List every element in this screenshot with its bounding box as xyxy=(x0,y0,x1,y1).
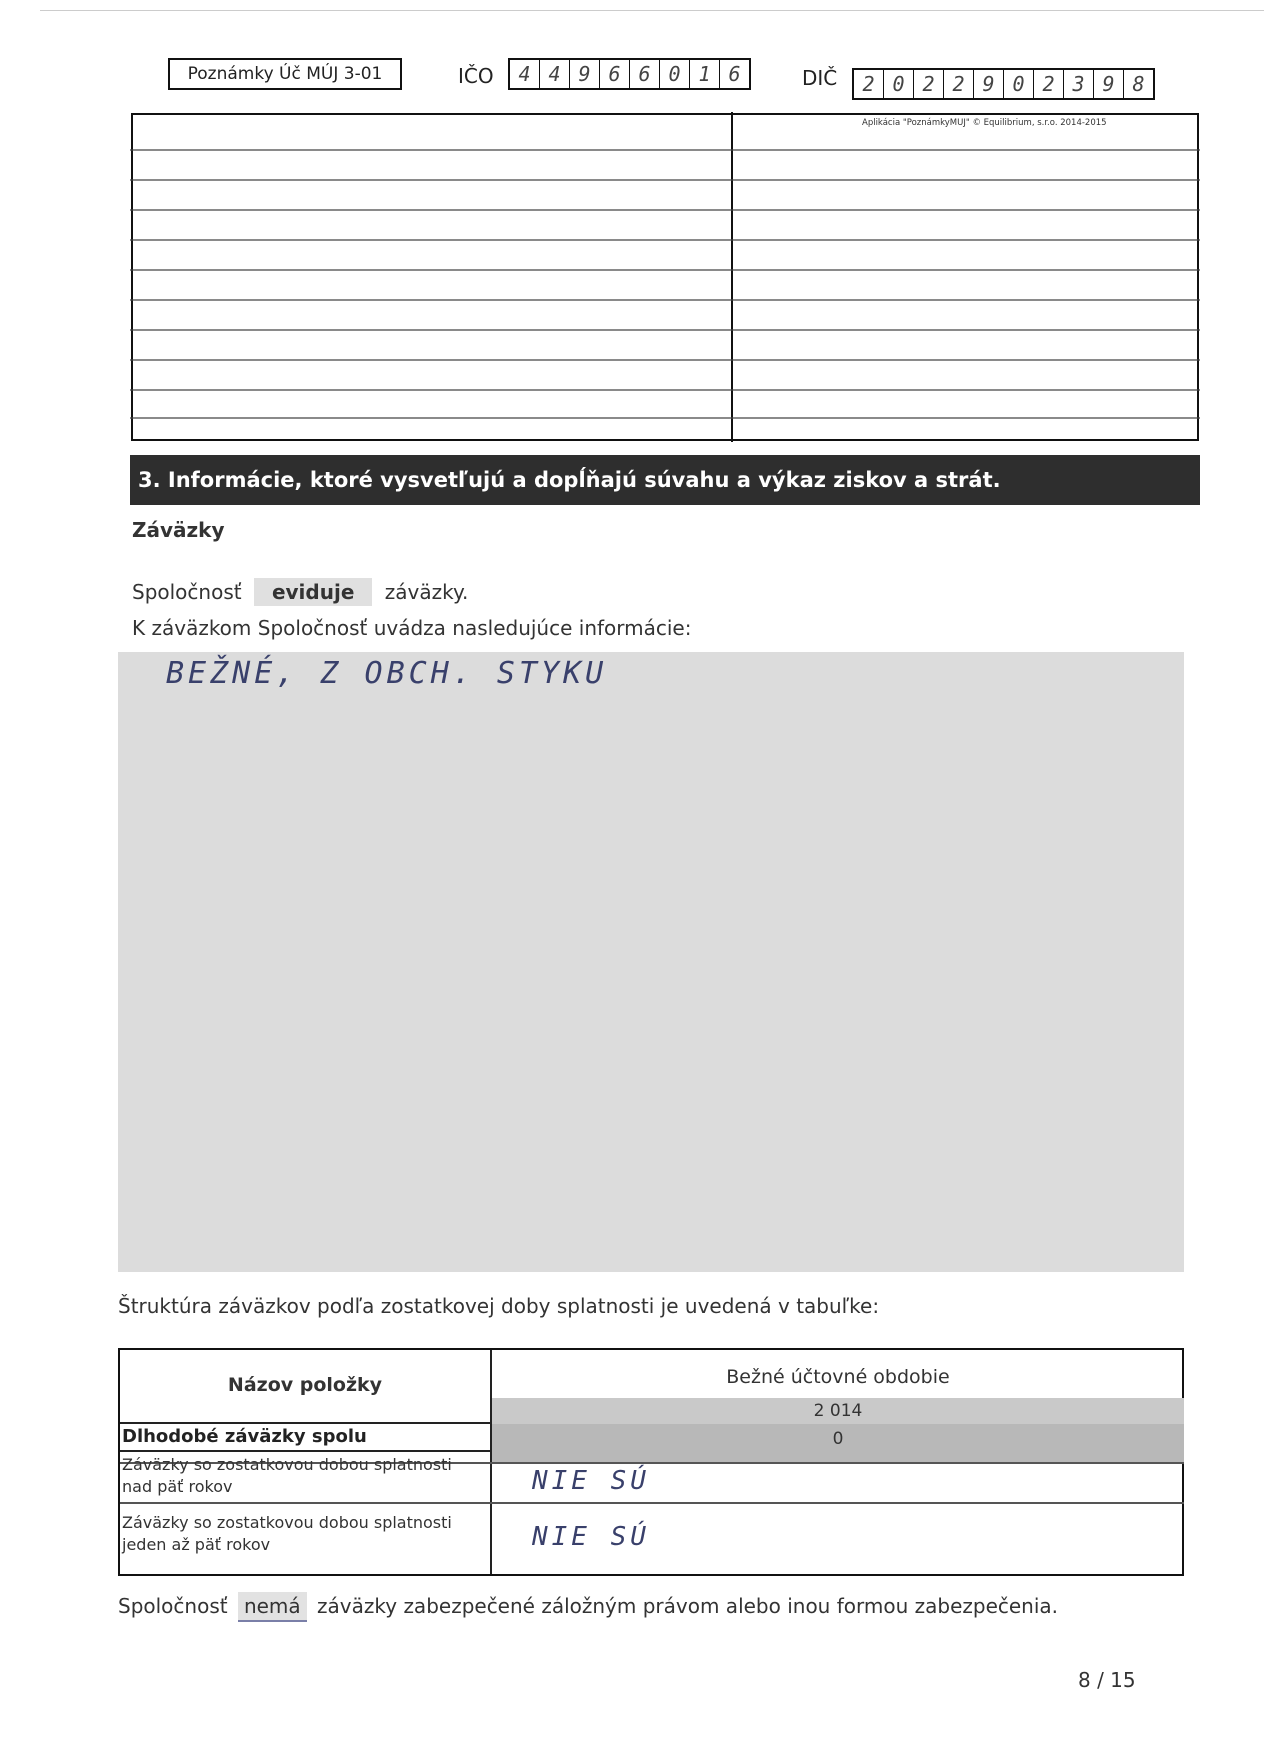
row-over-five-value: NIE SÚ xyxy=(532,1466,650,1496)
row-one-to-five-label-line1: Záväzky so zostatkovou dobou splatnosti xyxy=(122,1513,452,1532)
dic-digit: 2 xyxy=(854,70,884,98)
ico-digit: 4 xyxy=(510,60,540,88)
ico-digit: 6 xyxy=(630,60,660,88)
total-value-cell xyxy=(492,1424,1184,1462)
dic-label: DIČ xyxy=(802,66,838,90)
dic-digit: 0 xyxy=(884,70,914,98)
dic-digit: 2 xyxy=(1034,70,1064,98)
row-over-five-label-line2: nad päť rokov xyxy=(122,1477,233,1496)
top-rule xyxy=(40,10,1264,11)
table-header-item-name: Názov položky xyxy=(227,1374,383,1396)
dic-digit: 3 xyxy=(1064,70,1094,98)
ico-field xyxy=(508,58,751,90)
dic-digit: 2 xyxy=(944,70,974,98)
security-statement xyxy=(118,1594,1058,1618)
section-title: 3. Informácie, ktoré vysvetľujú a dopĺňajú súvahu a výkaz ziskov a strát. xyxy=(138,468,1001,492)
zavazky-heading: Záväzky xyxy=(132,518,225,542)
dic-digit: 0 xyxy=(1004,70,1034,98)
ico-label: IČO xyxy=(458,64,494,88)
year-value: 2 014 xyxy=(813,1401,863,1421)
row-over-five-label xyxy=(122,1454,452,1498)
security-prefix: Spoločnosť xyxy=(118,1594,228,1618)
row-one-to-five-label-line2: jeden až päť rokov xyxy=(122,1535,271,1554)
info-area xyxy=(118,652,1184,1272)
form-label-box xyxy=(168,58,402,90)
credit-text: Aplikácia "PoznámkyMUJ" © Equilibrium, s.r.o. 2014-2015 xyxy=(862,118,1107,128)
dic-field xyxy=(852,68,1155,100)
zavazky-status-value: eviduje xyxy=(254,578,372,606)
row-one-to-five-label xyxy=(122,1512,452,1556)
handwritten-note: BEŽNÉ, Z OBCH. STYKU xyxy=(166,656,608,691)
security-value: nemá xyxy=(238,1592,307,1622)
dic-digit: 8 xyxy=(1132,72,1145,96)
security-suffix: záväzky zabezpečené záložným právom alebo inou formou zabezpečenia. xyxy=(317,1594,1059,1618)
zavazky-line1 xyxy=(132,580,468,604)
page-number: 8 / 15 xyxy=(1078,1668,1136,1692)
structure-intro: Štruktúra záväzkov podľa zostatkovej doby splatnosti je uvedená v tabuľke: xyxy=(118,1294,880,1318)
dic-digit: 9 xyxy=(1094,70,1124,98)
ico-digit: 6 xyxy=(600,60,630,88)
row-one-to-five-value: NIE SÚ xyxy=(532,1522,650,1552)
zavazky-line1-prefix: Spoločnosť xyxy=(132,580,242,604)
row-total-label: Dlhodobé záväzky spolu xyxy=(122,1426,367,1447)
ico-digit: 9 xyxy=(570,60,600,88)
form-label: Poznámky Úč MÚJ 3-01 xyxy=(187,64,383,84)
ico-digit: 1 xyxy=(690,60,720,88)
ico-digit: 0 xyxy=(660,60,690,88)
dic-digit: 9 xyxy=(974,70,1004,98)
zavazky-line2: K záväzkom Spoločnosť uvádza nasledujúce informácie: xyxy=(132,616,692,640)
year-cell xyxy=(492,1398,1184,1424)
ico-digit: 6 xyxy=(728,62,741,86)
row-over-five-label-line1: Záväzky so zostatkovou dobou splatnosti xyxy=(122,1455,452,1474)
table-header-period: Bežné účtovné obdobie xyxy=(726,1366,950,1388)
zavazky-line1-suffix: záväzky. xyxy=(384,580,469,604)
ico-digit: 4 xyxy=(540,60,570,88)
total-value: 0 xyxy=(832,1429,844,1449)
section-title-bar xyxy=(130,455,1200,505)
dic-digit: 2 xyxy=(914,70,944,98)
notes-grid xyxy=(130,112,1200,442)
maturity-table xyxy=(118,1348,1184,1576)
